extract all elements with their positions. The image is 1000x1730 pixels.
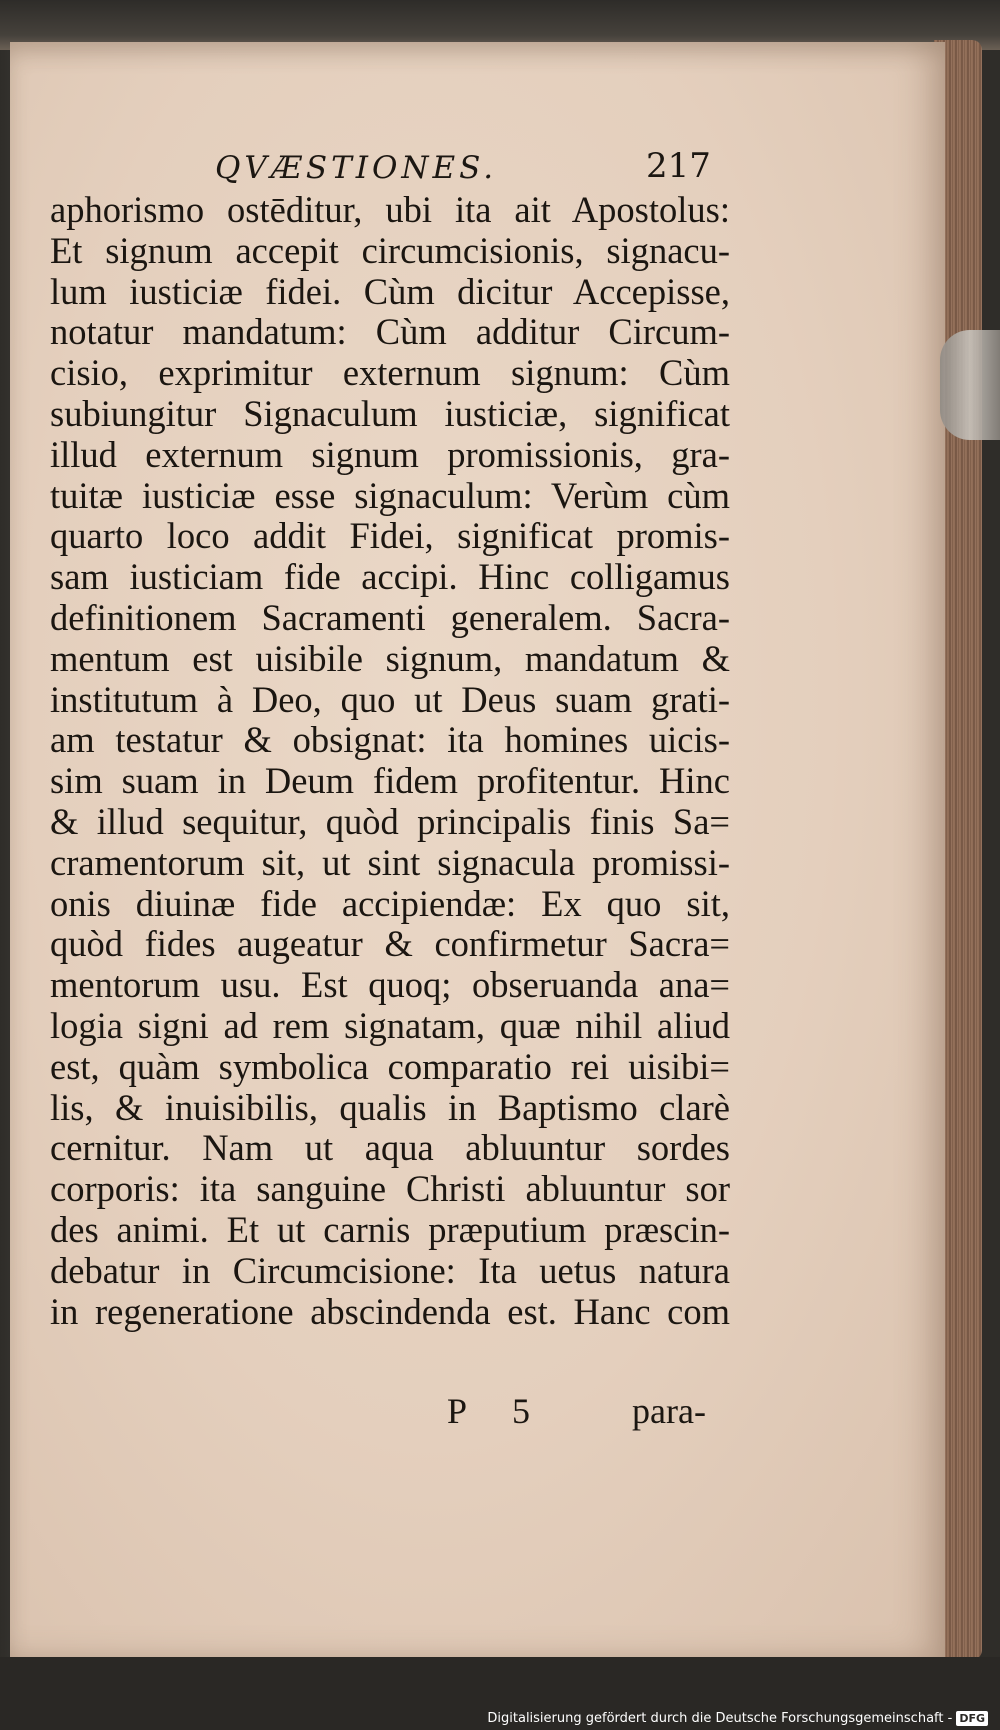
digitization-credit [487,1711,988,1726]
text-line: in regeneratione abscindenda est. Hanc com [50,1290,730,1332]
text-line: subiungitur Signaculum iusticiæ, significat [50,392,730,434]
page-clip [940,330,1000,440]
text-line: institutum à Deo, quo ut Deus suam grati- [50,678,730,720]
text-line: cramentorum sit, ut sint signacula promissi- [50,841,730,883]
text-line: definitionem Sacramenti generalem. Sacra- [50,596,730,638]
text-line: sim suam in Deum fidem profitentur. Hinc [50,760,730,802]
text-line: lum iusticiæ fidei. Cùm dicitur Accepisse, [50,270,730,312]
text-line: aphorismo ostēditur, ubi ita ait Apostolus: [50,189,730,230]
text-line: cernitur. Nam ut aqua abluuntur sordes [50,1127,730,1169]
dfg-logo: DFG [956,1711,988,1726]
text-line: sam iusticiam fide accipi. Hinc colligamus [50,556,730,598]
text-line: lis, & inuisibilis, qualis in Baptismo clarè [50,1086,730,1128]
text-line: tuitæ iusticiæ esse signaculum: Verùm cùm [50,474,730,516]
text-line: logia signi ad rem signatam, quæ nihil aliud [50,1004,730,1046]
text-line: des animi. Et ut carnis præputium præscin- [50,1208,730,1250]
text-line: & illud sequitur, quòd principalis finis Sa= [50,800,730,842]
text-line: Et signum accepit circumcisionis, signacu- [50,229,730,271]
signature-number: 5 [512,1391,530,1431]
page-number: 217 [646,146,711,186]
signature-mark: P [447,1391,468,1431]
text-line: onis diuinæ fide accipiendæ: Ex quo sit, [50,882,730,924]
credit-text: Digitalisierung gefördert durch die Deutsche Forschungsgemeinschaft - [487,1711,953,1726]
text-line: mentum est uisibile signum, mandatum & [50,637,730,679]
text-line: mentorum usu. Est quoq; obseruanda ana= [50,964,730,1006]
text-line: notatur mandatum: Cùm additur Circum- [50,311,730,353]
catchword: para- [632,1391,706,1431]
text-line: corporis: ita sanguine Christi abluuntur sor [50,1168,730,1210]
text-line: am testatur & obsignat: ita homines uicis- [50,719,730,761]
text-line: illud externum signum promissionis, gra- [50,433,730,475]
running-head: QVÆSTIONES. [215,150,498,186]
paper-page [10,42,945,1657]
catchline [10,1390,945,1434]
page-header [10,146,945,194]
text-line: debatur in Circumcisione: Ita uetus natura [50,1249,730,1291]
body-text [50,190,730,1332]
text-line: est, quàm symbolica comparatio rei uisibi= [50,1045,730,1087]
text-line: cisio, exprimitur externum signum: Cùm [50,352,730,394]
text-line: quarto loco addit Fidei, significat promis- [50,515,730,557]
footer-band [0,1657,1000,1730]
text-line: quòd fides augeatur & confirmetur Sacra= [50,923,730,965]
